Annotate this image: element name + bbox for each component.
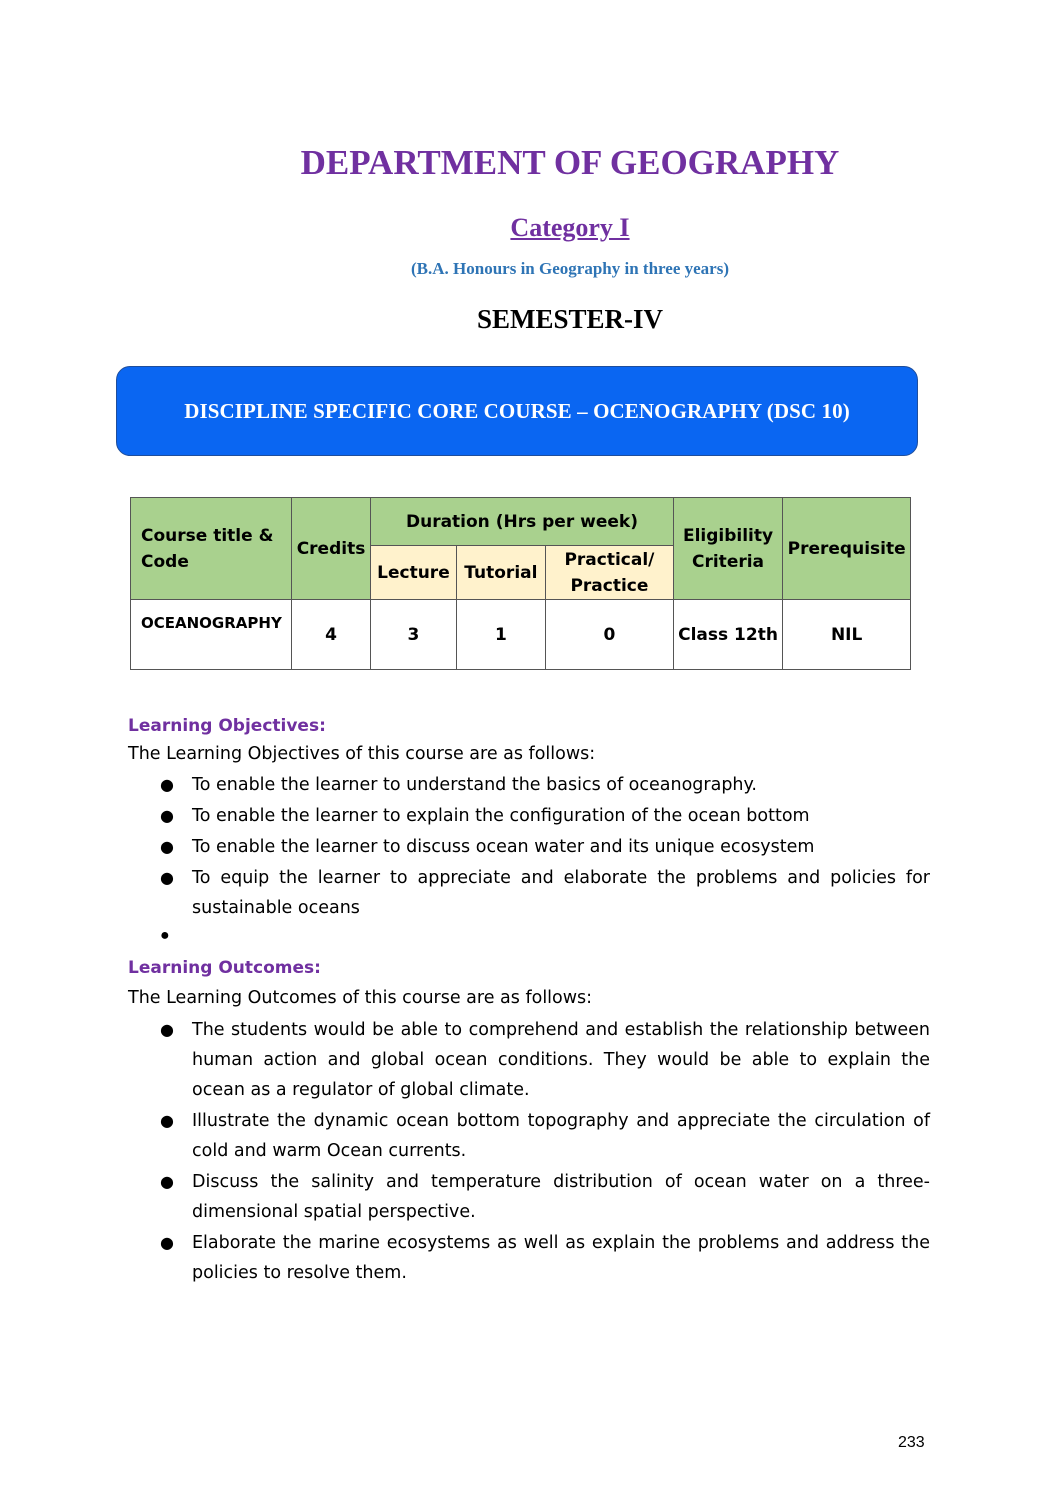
bullet-icon: ● [160,927,170,944]
list-item [160,832,930,862]
bullet-icon: ● [160,837,174,856]
header-credits: Credits [291,498,370,600]
cell-eligibility: Class 12th [673,600,783,670]
cell-course-code: OCEANOGRAPHY [131,600,292,670]
department-title: DEPARTMENT OF GEOGRAPHY [300,143,840,182]
bullet-icon: ● [160,868,174,887]
list-item [160,1106,930,1166]
objectives-list [160,770,930,924]
outcomes-heading: Learning Outcomes: [128,958,321,978]
page-number: 233 [898,1434,925,1451]
outcomes-list [160,1015,930,1289]
course-banner-text: DISCIPLINE SPECIFIC CORE COURSE – OCENOGRAPHY (DSC 10) [184,398,850,423]
list-item [160,863,930,923]
bullet-icon: ● [160,1233,174,1252]
cell-prerequisite: NIL [783,600,911,670]
header-course-title: Course title & Code [131,498,292,600]
outcome-text: Illustrate the dynamic ocean bottom topography and appreciate the circulation of cold and warm Ocean currents. [192,1111,930,1161]
cell-tutorial: 1 [456,600,545,670]
header-duration: Duration (Hrs per week) [371,498,674,546]
header-lecture: Lecture [371,546,456,600]
objective-text: To equip the learner to appreciate and elaborate the problems and policies for sustainable oceans [192,868,930,918]
table-row [131,600,911,670]
list-item [160,1015,930,1105]
objective-text: To enable the learner to explain the configuration of the ocean bottom [192,806,810,826]
bullet-icon: ● [160,1111,174,1130]
programme-subtitle: (B.A. Honours in Geography in three years) [411,259,729,278]
outcome-text: The students would be able to comprehend and establish the relationship between human action and global ocean conditions. They would be able to explain the ocean as a regulator of global climate. [192,1020,930,1100]
objective-text: To enable the learner to discuss ocean water and its unique ecosystem [192,837,815,857]
cell-credits: 4 [291,600,370,670]
outcomes-intro: The Learning Outcomes of this course are as follows: [128,988,593,1008]
objective-text: To enable the learner to understand the basics of oceanography. [192,775,757,795]
category-heading: Category I [510,213,630,242]
objectives-heading: Learning Objectives: [128,716,326,736]
bullet-icon: ● [160,1172,174,1191]
objectives-intro: The Learning Objectives of this course are as follows: [128,744,596,764]
header-eligibility: Eligibility Criteria [673,498,783,600]
bullet-icon: ● [160,806,174,825]
semester-heading: SEMESTER-IV [476,304,664,334]
header-tutorial: Tutorial [456,546,545,600]
header-practical: Practical/ Practice [546,546,674,600]
list-item [160,1167,930,1227]
bullet-icon: ● [160,1020,174,1039]
outcome-text: Discuss the salinity and temperature distribution of ocean water on a three-dimensional spatial perspective. [192,1172,930,1222]
list-item [160,770,930,800]
header-prerequisite: Prerequisite [783,498,911,600]
cell-lecture: 3 [371,600,456,670]
list-item [160,801,930,831]
cell-practical: 0 [546,600,674,670]
bullet-icon: ● [160,775,174,794]
course-table [130,497,911,670]
course-banner [116,366,918,456]
outcome-text: Elaborate the marine ecosystems as well as explain the problems and address the policies to resolve them. [192,1233,930,1283]
list-item [160,1228,930,1288]
